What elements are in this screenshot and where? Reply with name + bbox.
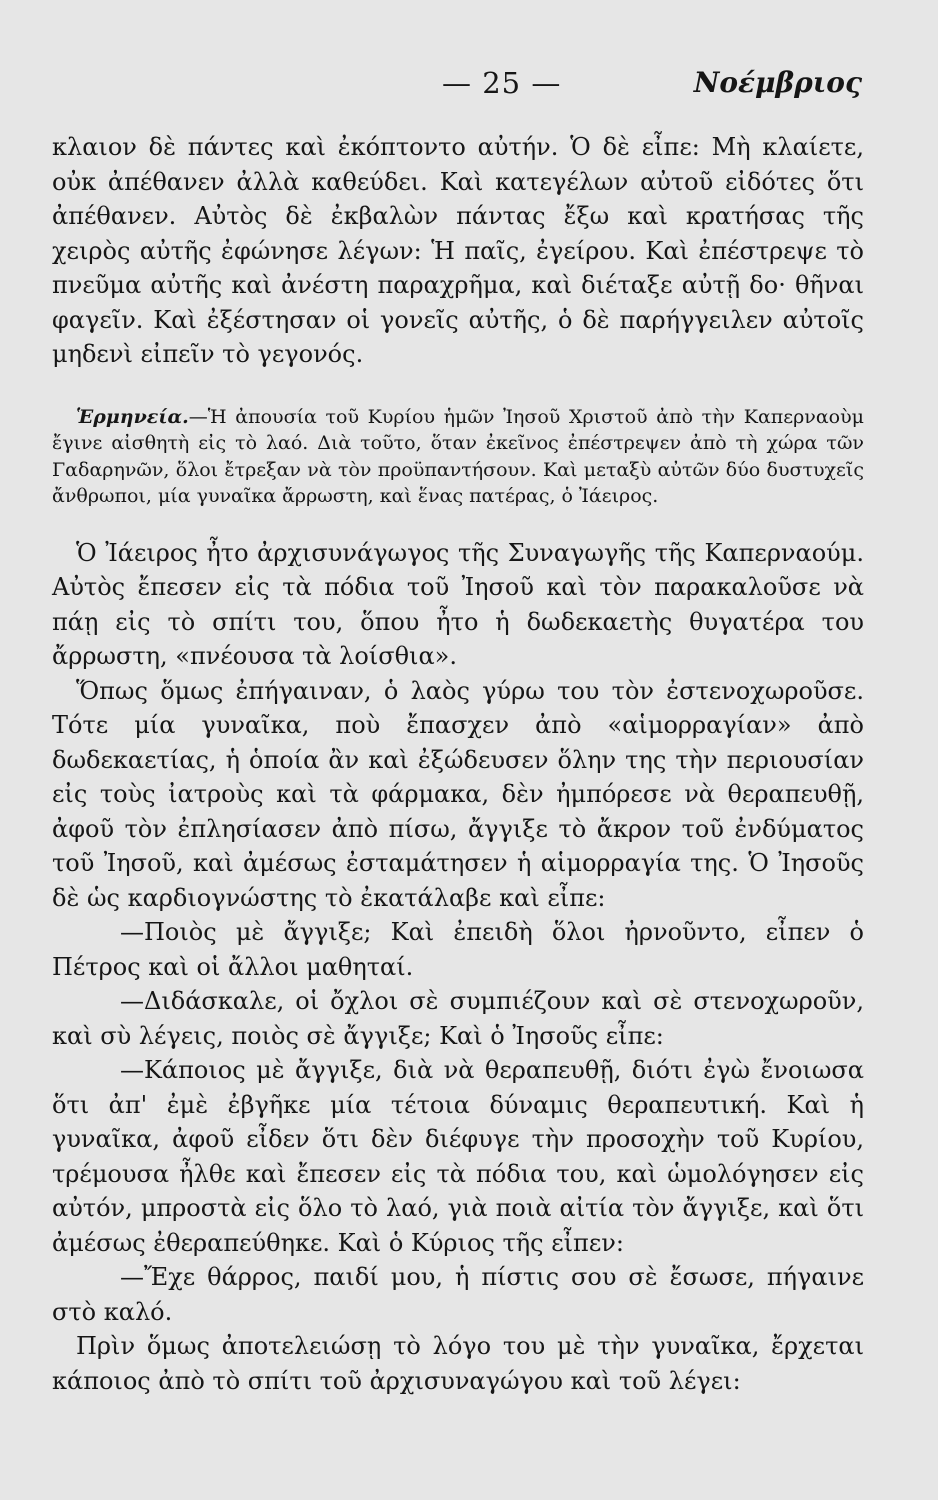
- paragraph-jairus: Ὁ Ἰάειρος ἦτο ἀρχισυνάγωγος τῆς Συναγωγῆς τῆς Καπερναούμ. Αὐτὸς ἔπεσεν εἰς τὰ πόδια τοῦ Ἰησοῦ καὶ τὸν παρακαλοῦσε νὰ πάῃ εἰς τὸ σπίτι του, ὅπου ἦτο ἡ δωδεκαετὴς θυγατέρα του ἄρρωστη, «πνέουσα τὰ λοίσθια».: [52, 538, 864, 670]
- interpretation-paragraph: [52, 404, 864, 510]
- page-number: — 25 —: [442, 66, 562, 100]
- running-head: Νοέμβριος: [693, 66, 862, 99]
- dialogue-who-touched: —Ποιὸς μὲ ἄγγιξε; Καὶ ἐπειδὴ ὅλοι ἠρνοῦντο, εἶπεν ὁ Πέτρος καὶ οἱ ἄλλοι μαθηταί.: [52, 918, 864, 981]
- dialogue-be-of-good-cheer: —Ἔχε θάρρος, παιδί μου, ἡ πίστις σου σὲ ἔσωσε, πήγαινε στὸ καλό.: [52, 1263, 864, 1326]
- paragraph-gospel-ending: κλαιον δὲ πάντες καὶ ἐκόπτοντο αὐτήν. Ὁ δὲ εἶπε: Μὴ κλαίετε, οὐκ ἀπέθανεν ἀλλὰ καθεύδει. Καὶ κατεγέλων αὐτοῦ εἰδότες ὅτι ἀπέθανεν. Αὐτὸς δὲ ἐκβαλὼν πάντας ἔξω καὶ κρατήσας τῆς χειρὸς αὐτῆς ἐφώνησε λέγων: Ἡ παῖς, ἐγείρου. Καὶ ἐπέστρεψε τὸ πνεῦμα αὐτῆς καὶ ἀνέστη παραχρῆμα, καὶ διέταξε αὐτῇ δο· θῆναι φαγεῖν. Καὶ ἐξέστησαν οἱ γονεῖς αὐτῆς, ὁ δὲ παρήγγειλεν αὐτοῖς μηδενὶ εἰπεῖν τὸ γεγονός.: [52, 133, 864, 368]
- paragraph-messenger: Πρὶν ὅμως ἀποτελειώσῃ τὸ λόγο του μὲ τὴν γυναῖκα, ἔρχεται κάποιος ἀπὸ τὸ σπίτι τοῦ ἀρχισυναγώγου καὶ τοῦ λέγει:: [52, 1332, 864, 1395]
- dialogue-someone-touched: —Κάποιος μὲ ἄγγιξε, διὰ νὰ θεραπευθῇ, διότι ἐγὼ ἔνοιωσα ὅτι ἀπ' ἐμὲ ἐβγῆκε μία τέτοια δύναμις θεραπευτική. Καὶ ἡ γυναῖκα, ἀφοῦ εἶδεν ὅτι δὲν διέφυγε τὴν προσοχὴν τοῦ Κυρίου, τρέμουσα ἦλθε καὶ ἔπεσεν εἰς τὰ πόδια του, καὶ ὡμολόγησεν εἰς αὐτόν, μπροστὰ εἰς ὅλο τὸ λαό, γιὰ ποιὰ αἰτία τὸν ἄγγιξε, καὶ ὅτι ἀμέσως ἐθεραπεύθηκε. Καὶ ὁ Κύριος τῆς εἶπεν:: [52, 1056, 864, 1257]
- page-header: [52, 66, 862, 110]
- interpretation-label: Ἑρμηνεία.: [76, 405, 189, 428]
- interpretation-text: —Ἡ ἀπουσία τοῦ Κυρίου ἡμῶν Ἰησοῦ Χριστοῦ ἀπὸ τὴν Καπερναοὺμ ἔγινε αἰσθητὴ εἰς τὸ λαό. Διὰ τοῦτο, ὅταν ἐκεῖνος ἐπέστρεψεν ἀπὸ τὴ χώρα τῶν Γαδαρηνῶν, ὅλοι ἔτρεξαν νὰ τὸν προϋπαντήσουν. Καὶ μεταξὺ αὐτῶν δύο δυστυχεῖς ἄνθρωποι, μία γυναῖκα ἄρρωστη, καὶ ἕνας πατέρας, ὁ Ἰάειρος.: [52, 405, 864, 507]
- dialogue-master: —Διδάσκαλε, οἱ ὄχλοι σὲ συμπιέζουν καὶ σὲ στενοχωροῦν, καὶ σὺ λέγεις, ποιὸς σὲ ἄγγιξε; Καὶ ὁ Ἰησοῦς εἶπε:: [52, 987, 864, 1050]
- paragraph-woman: Ὅπως ὅμως ἐπήγαιναν, ὁ λαὸς γύρω του τὸν ἐστενοχωροῦσε. Τότε μία γυναῖκα, ποὺ ἔπασχεν ἀπὸ «αἱμορραγίαν» ἀπὸ δωδεκαετίας, ἡ ὁποία ἂν καὶ ἐξώδευσεν ὅλην της τὴν περιουσίαν εἰς τοὺς ἰατροὺς καὶ τὰ φάρμακα, δὲν ἠμπόρεσε νὰ θεραπευθῇ, ἀφοῦ τὸν ἐπλησίασεν ἀπὸ πίσω, ἄγγιξε τὸ ἄκρον τοῦ ἐνδύματος τοῦ Ἰησοῦ, καὶ ἀμέσως ἐσταμάτησεν ἡ αἱμορραγία της. Ὁ Ἰησοῦς δὲ ὡς καρδιογνώστης τὸ ἐκατάλαβε καὶ εἶπε:: [52, 676, 864, 912]
- main-text: [52, 130, 864, 1398]
